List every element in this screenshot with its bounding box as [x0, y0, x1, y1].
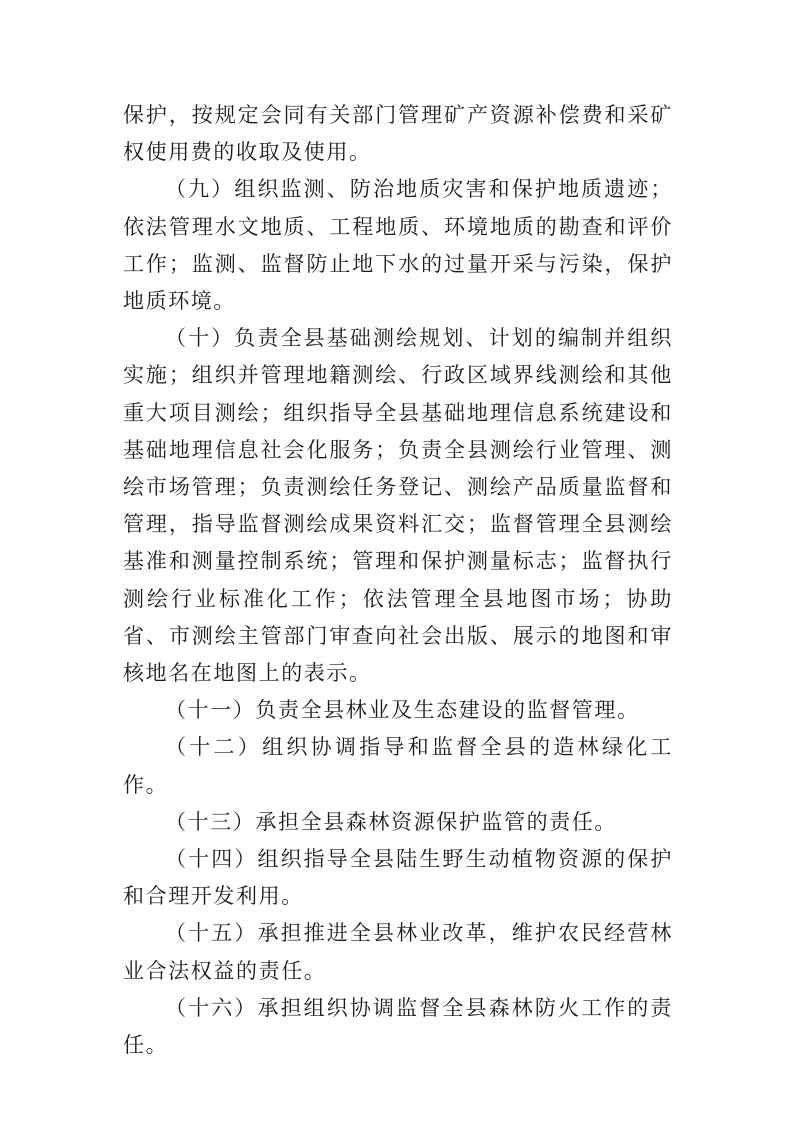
- paragraph-item-11: （十一）负责全县林业及生态建设的监督管理。: [165, 698, 640, 723]
- paragraph-item-10: （十）负责全县基础测绘规划、计划的编制并组织实施；组织并管理地籍测绘、行政区域界线测绘和其他重大项目测绘；组织指导全县基础地理信息系统建设和基础地理信息社会化服务；负责全县测绘行业管理、测绘市场管理；负责测绘任务登记、测绘产品质量监督和管理，指导监督测绘成果资料汇交；监督管理全县测绘基准和测量控制系统；管理和保护测量标志；监督执行测绘行业标准化工作；依法管理全县地图市场；协助省、市测绘主管部门审查向社会出版、展示的地图和审核地名在地图上的表示。: [123, 326, 673, 686]
- paragraph-continuation: 保护，按规定会同有关部门管理矿产资源补偿费和采矿权使用费的收取及使用。: [123, 103, 673, 165]
- paragraph-item-9: （九）组织监测、防治地质灾害和保护地质遗迹；依法管理水文地质、工程地质、环境地质的勘查和评价工作；监测、监督防止地下水的过量开采与污染，保护地质环境。: [123, 177, 673, 314]
- paragraph-item-13: （十三）承担全县森林资源保护监管的责任。: [165, 809, 617, 834]
- paragraph-item-12: （十二）组织协调指导和监督全县的造林绿化工作。: [123, 735, 673, 797]
- paragraph-item-16: （十六）承担组织协调监督全县森林防火工作的责任。: [123, 995, 673, 1058]
- paragraph-item-15: （十五）承担推进全县林业改革，维护农民经营林业合法权益的责任。: [123, 921, 673, 983]
- paragraph-item-14: （十四）组织指导全县陆生野生动植物资源的保护和合理开发利用。: [123, 847, 673, 909]
- document-body: [123, 97, 673, 1064]
